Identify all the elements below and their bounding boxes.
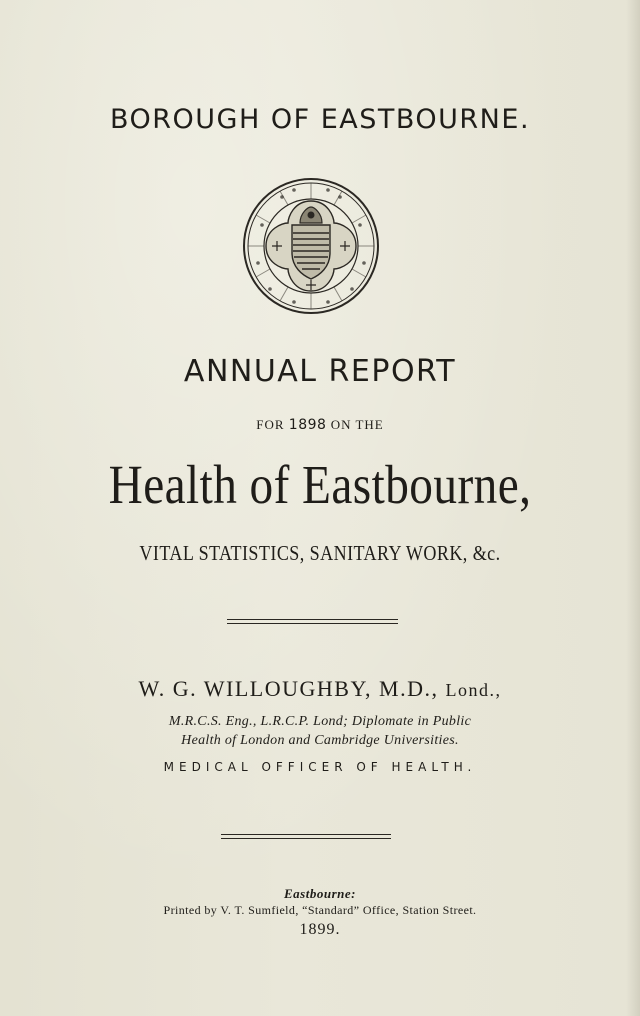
report-heading: ANNUAL REPORT [183,354,457,389]
report-year: 1898 [288,417,327,433]
divider-rule-top [227,619,398,620]
main-title: Health of Eastbourne, [108,454,532,515]
divider-rule-lower-bottom [221,838,391,839]
borough-heading: BOROUGH OF EASTBOURNE. [109,104,531,135]
divider-rule-lower-top [221,834,391,835]
credentials-line-1: M.R.C.S. Eng., L.R.C.P. Lond; Diplomate in Public [168,714,472,729]
office-title: MEDICAL OFFICER OF HEALTH. [163,760,477,774]
divider-rule-bottom [227,623,398,624]
borough-seal-icon [242,177,380,315]
author-name: W. G. WILLOUGHBY, M.D., [138,676,439,701]
page-edge-shadow [626,0,640,1016]
imprint-year: 1899. [299,921,341,938]
report-year-line [0,417,640,433]
subtitle: VITAL STATISTICS, SANITARY WORK, &c. [139,541,501,565]
imprint-printer: Printed by V. T. Sumfield, “Standard” Office, Station Street. [163,903,477,917]
author-lond: Lond., [445,680,502,700]
imprint-place: Eastbourne: [284,886,356,901]
for-suffix: ON THE [330,417,384,432]
credentials-line-2: Health of London and Cambridge Universities. [181,733,459,748]
for-prefix: FOR [256,417,285,432]
author-line [0,676,640,702]
